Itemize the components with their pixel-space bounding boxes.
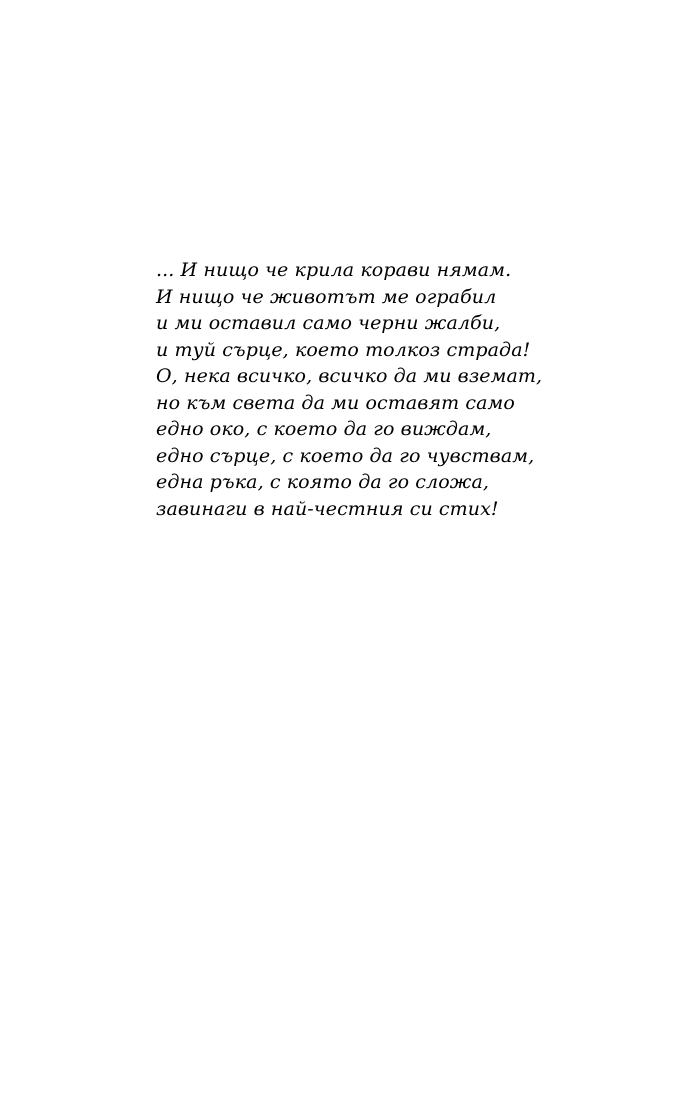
poem-line: и туй сърце, което толкоз страда!: [156, 338, 531, 361]
poem-line: едно сърце, с което да го чувствам,: [156, 444, 535, 467]
poem-line: едно око, с което да го виждам,: [156, 418, 492, 440]
poem-line: и ми оставил само черни жалби,: [156, 312, 501, 334]
poem-line: но към света да ми оставят само: [156, 391, 515, 414]
poem-line: една ръка, с която да го сложа,: [156, 471, 490, 493]
poem-line: завинаги в най-честния си стих!: [156, 497, 499, 520]
poem-line: О, нека всичко, всичко да ми вземат,: [156, 365, 543, 387]
poem-line: ... И нищо че крила корави нямам.: [156, 259, 512, 281]
poem-line: И нищо че животът ме ограбил: [156, 285, 497, 308]
poem-text: [156, 257, 656, 522]
